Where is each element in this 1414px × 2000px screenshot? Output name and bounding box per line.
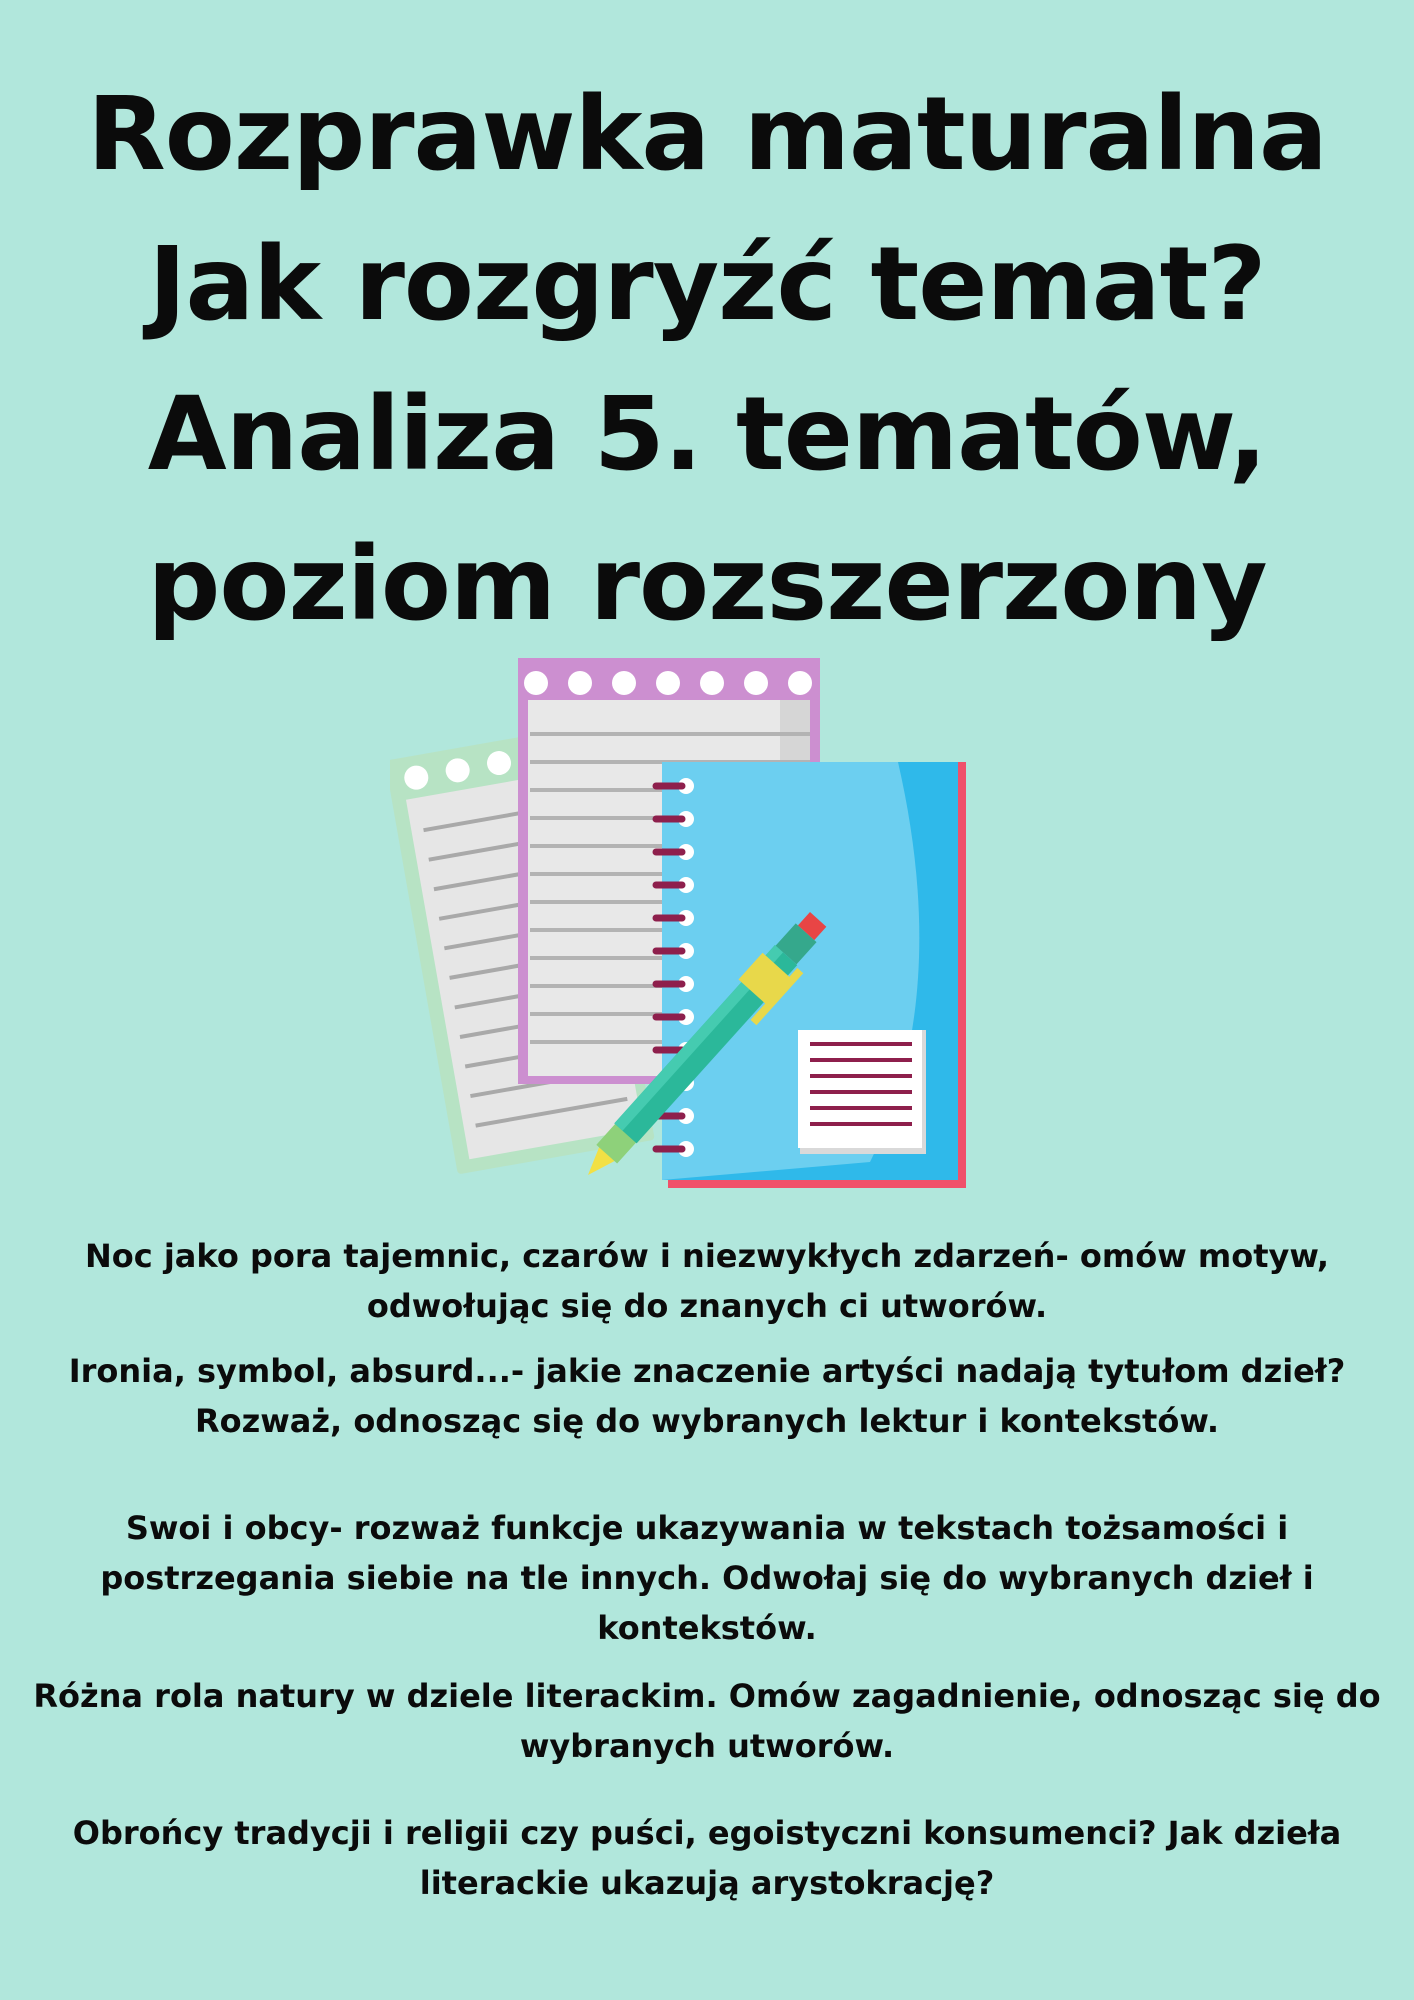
title-line-3: Analiza 5. tematów,	[147, 375, 1267, 494]
title-line-1: Rozprawka maturalna	[87, 75, 1327, 194]
topic-5: Obrońcy tradycji i religii czy puści, egoistyczni konsumenci? Jak dzieła literackie ukazują arystokrację?	[72, 1814, 1342, 1902]
topic-1: Noc jako pora tajemnic, czarów i niezwykłych zdarzeń- omów motyw, odwołując się do znanych ci utworów.	[84, 1237, 1330, 1325]
topic-2: Ironia, symbol, absurd...- jakie znaczenie artyści nadają tytułom dzieł? Rozważ, odnosząc się do wybranych lektur i kontekstów.	[68, 1352, 1346, 1440]
notebooks-and-pen-icon	[390, 652, 990, 1204]
topic-3: Swoi i obcy- rozważ funkcje ukazywania w tekstach tożsamości i postrzegania siebie na tle innych. Odwołaj się do wybranych dzieł i kontekstów.	[100, 1509, 1314, 1647]
title-line-4: poziom rozszerzony	[147, 525, 1267, 644]
topic-4: Różna rola natury w dziele literackim. Omów zagadnienie, odnosząc się do wybranych utworów.	[33, 1677, 1381, 1765]
blue-notebook	[656, 762, 966, 1188]
title-line-2: Jak rozgryźć temat?	[148, 225, 1266, 344]
page-title	[0, 60, 1414, 660]
